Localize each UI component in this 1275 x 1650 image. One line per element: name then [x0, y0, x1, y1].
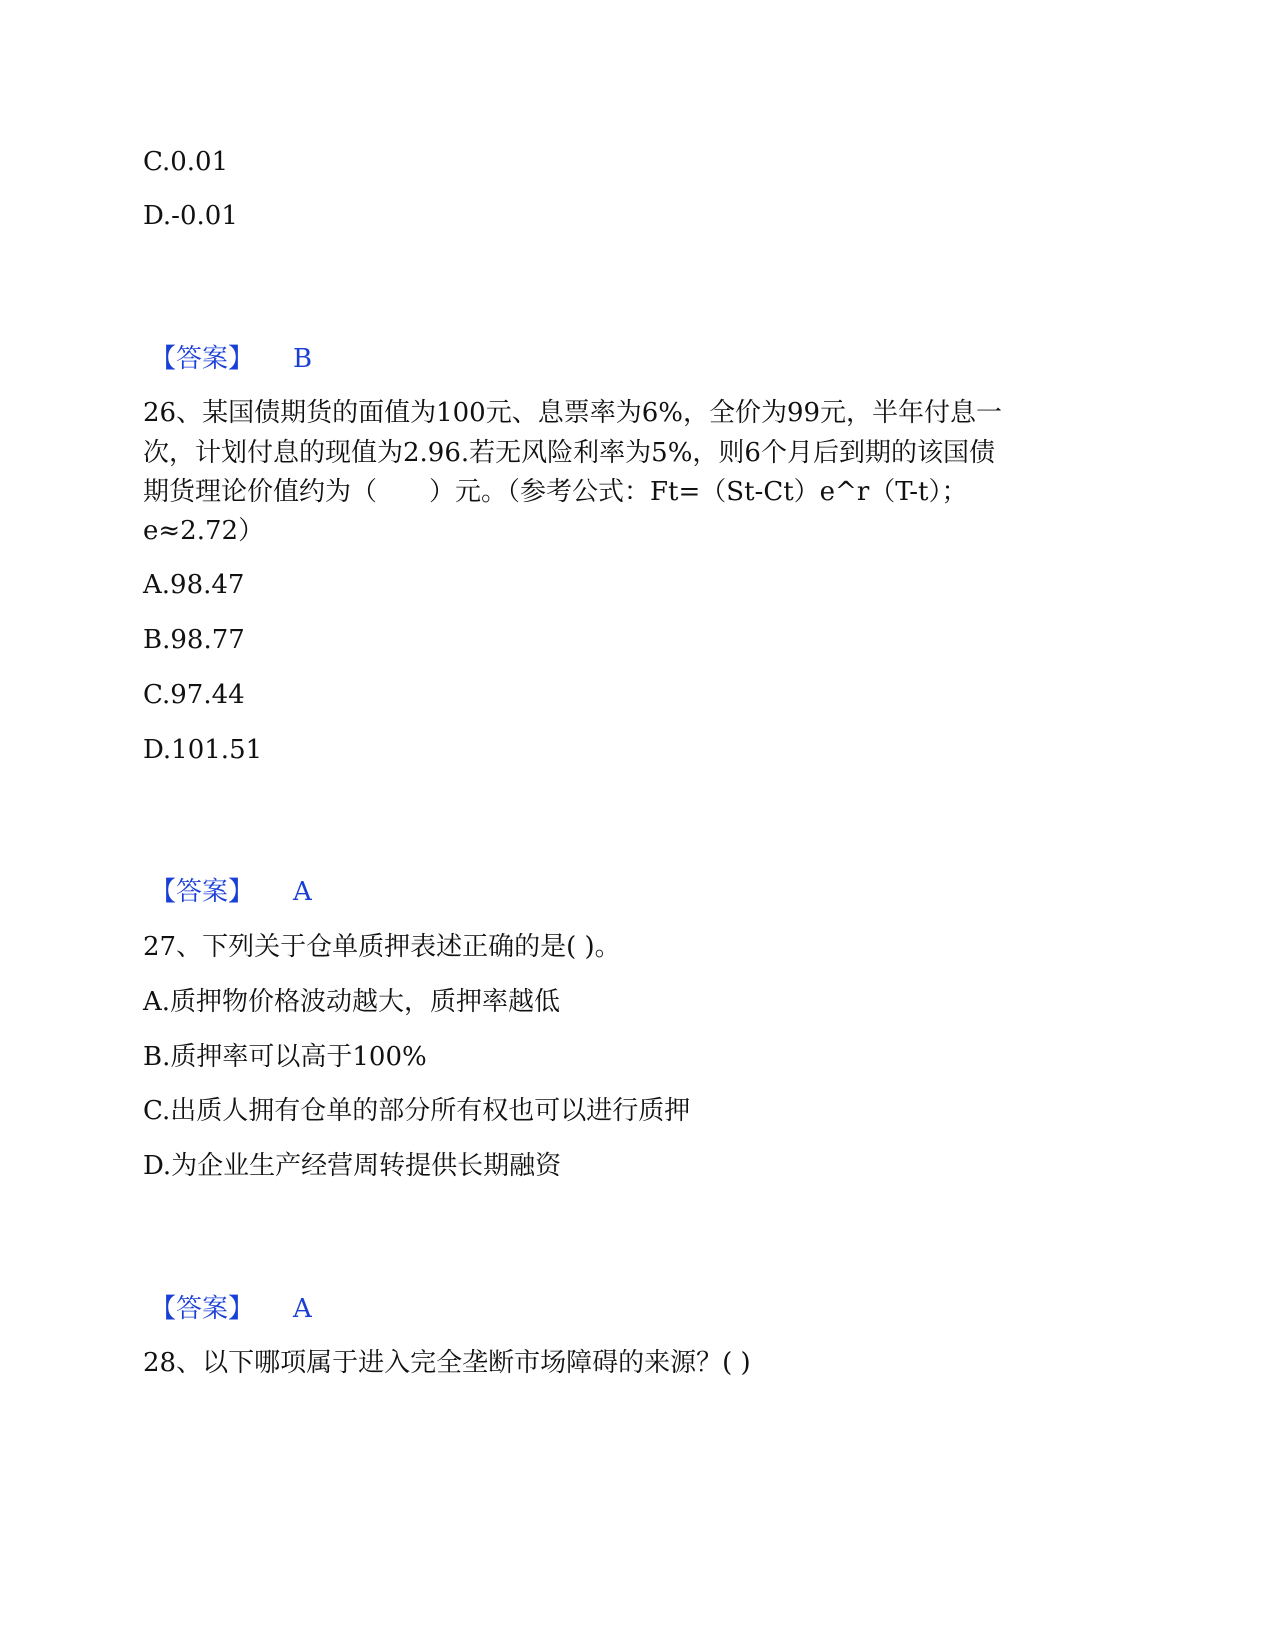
q27-option-a: A.质押物价格波动越大，质押率越低 [143, 987, 561, 1017]
q26-stem-line-1: 26、某国债期货的面值为100元、息票率为6%，全价为99元，半年付息一 [143, 398, 1003, 428]
q26-answer-label: 【答案】 [150, 877, 255, 907]
q25-answer-label: 【答案】 [150, 344, 255, 374]
q26-option-c: C.97.44 [143, 680, 245, 710]
q26-stem-line-2: 次，计划付息的现值为2.96.若无风险利率为5%，则6个月后到期的该国债 [143, 438, 995, 468]
q27-answer-label: 【答案】 [150, 1294, 255, 1324]
q27-stem: 27、下列关于仓单质押表述正确的是( )。 [143, 932, 621, 962]
q27-answer-value: A [293, 1294, 312, 1324]
q26-option-d: D.101.51 [143, 735, 263, 765]
q26-stem-line-3: 期货理论价值约为（ ）元。（参考公式：Ft=（St-Ct）e^r（T-t）； [143, 477, 968, 507]
q25-option-d: D.-0.01 [143, 201, 238, 231]
q26-option-a: A.98.47 [143, 570, 245, 600]
q28-stem: 28、以下哪项属于进入完全垄断市场障碍的来源？( ) [143, 1348, 751, 1378]
q26-answer-value: A [293, 877, 312, 907]
q27-option-c: C.出质人拥有仓单的部分所有权也可以进行质押 [143, 1096, 691, 1126]
q26-stem-line-4: e≈2.72） [143, 516, 265, 546]
q25-option-c: C.0.01 [143, 147, 229, 177]
q26-option-b: B.98.77 [143, 625, 245, 655]
q25-answer-value: B [293, 344, 313, 374]
q27-option-b: B.质押率可以高于100% [143, 1042, 427, 1072]
q27-option-d: D.为企业生产经营周转提供长期融资 [143, 1151, 562, 1181]
